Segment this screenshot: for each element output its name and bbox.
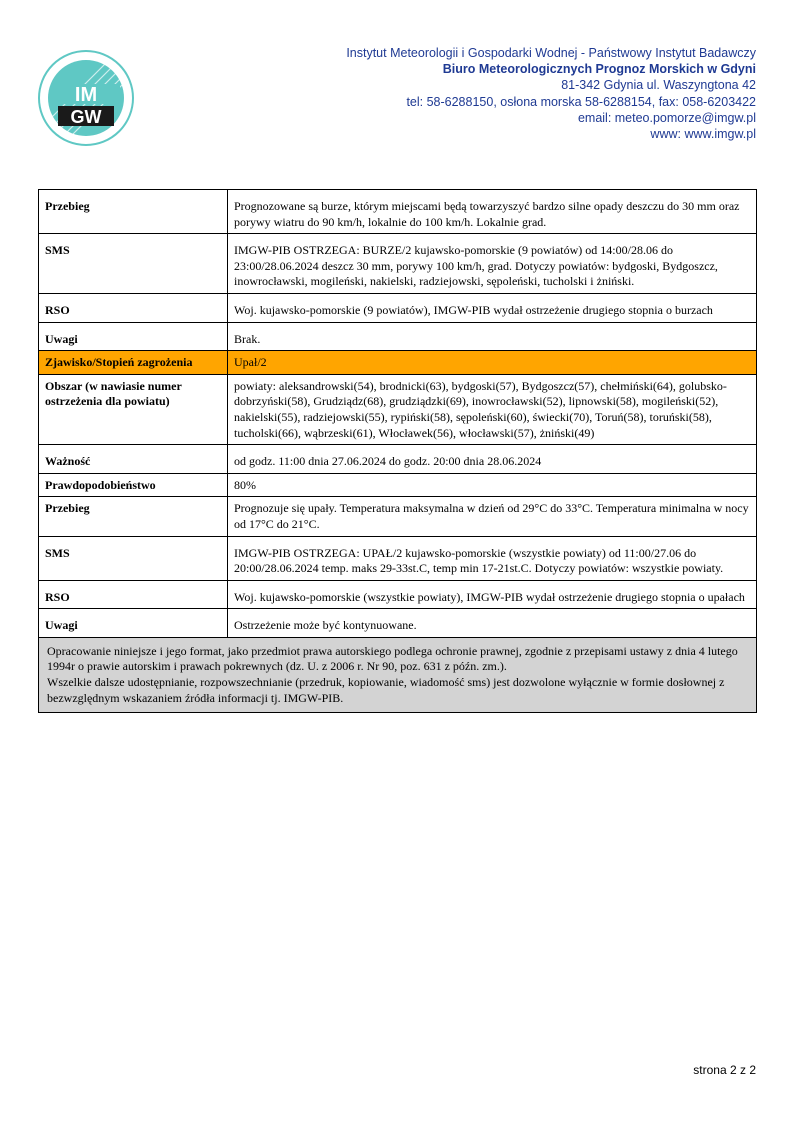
row-value: Brak. bbox=[228, 322, 757, 351]
header-institute-name: Instytut Meteorologii i Gospodarki Wodnej - Państwowy Instytut Badawczy bbox=[346, 46, 756, 60]
header-email: email: meteo.pomorze@imgw.pl bbox=[577, 110, 756, 125]
warning-table bbox=[38, 189, 757, 713]
row-label: Przebieg bbox=[39, 190, 228, 234]
table-row-copyright bbox=[39, 637, 757, 712]
row-value: Ostrzeżenie może być kontynuowane. bbox=[228, 609, 757, 638]
row-value: Prognozuje się upały. Temperatura maksymalna w dzień od 29°C do 33°C. Temperatura minimalna w nocy od 17°C do 21°C. bbox=[228, 497, 757, 536]
logo-text-bottom: GW bbox=[70, 107, 102, 127]
row-label: RSO bbox=[39, 580, 228, 609]
row-value: 80% bbox=[228, 473, 757, 497]
copyright-paragraph-1: Opracowanie niniejsze i jego format, jako przedmiot prawa autorskiego podlega ochronie prawnej, zgodnie z przepisami ustawy z dnia 4 lutego 1994r o prawie autorskim i prawach pokrewnych (dz. U. z 2006 r. Nr 90, poz. 631 z późn. zm.). bbox=[47, 643, 738, 674]
institute-header bbox=[346, 45, 756, 142]
row-value: IMGW-PIB OSTRZEGA: UPAŁ/2 kujawsko-pomorskie (wszystkie powiaty) od 11:00/27.06 do 20:00/28.06.2024 temp. maks 29-33st.C, temp min 17-21st.C. Dotyczy powiatów: wszystkie powiaty. bbox=[228, 536, 757, 580]
row-value: powiaty: aleksandrowski(54), brodnicki(63), bydgoski(57), Bydgoszcz(57), chełmiński(64), golubsko-dobrzyński(58), Grudziądz(68), grudziądzki(69), inowrocławski(52), lipnowski(58), mogileński(52), nakielski(55), radziejowski(55), rypiński(58), sępoleński(60), świecki(70), Toruń(58), toruński(58), tucholski(66), wąbrzeski(61), Włocławek(56), włocławski(57), żniński(49) bbox=[228, 374, 757, 444]
table-row bbox=[39, 234, 757, 294]
table-row bbox=[39, 322, 757, 351]
page-number: strona 2 z 2 bbox=[693, 1063, 756, 1077]
row-label: SMS bbox=[39, 536, 228, 580]
row-label: Prawdopodobieństwo bbox=[39, 473, 228, 497]
header-office-name: Biuro Meteorologicznych Prognoz Morskich w Gdyni bbox=[442, 62, 756, 77]
row-label: SMS bbox=[39, 234, 228, 294]
header-phone: tel: 58-6288150, osłona morska 58-6288154, fax: 058-6203422 bbox=[406, 94, 756, 109]
table-row bbox=[39, 293, 757, 322]
row-label: Zjawisko/Stopień zagrożenia bbox=[39, 351, 228, 375]
header-website: www: www.imgw.pl bbox=[650, 127, 756, 142]
row-label: RSO bbox=[39, 293, 228, 322]
row-value: Upał/2 bbox=[228, 351, 757, 375]
imgw-logo bbox=[36, 48, 136, 148]
table-row bbox=[39, 374, 757, 444]
copyright-paragraph-2: Wszelkie dalsze udostępnianie, rozpowszechnianie (przedruk, kopiowanie, wiadomość sms) jest dozwolone wyłącznie w formie dosłownej z bezwzględnym wskazaniem źródła informacji tj. IMGW-PIB. bbox=[47, 675, 725, 705]
imgw-logo-graphic bbox=[36, 48, 136, 148]
row-label: Uwagi bbox=[39, 609, 228, 638]
table-row bbox=[39, 536, 757, 580]
row-label: Przebieg bbox=[39, 497, 228, 536]
row-label: Obszar (w nawiasie numer ostrzeżenia dla powiatu) bbox=[39, 374, 228, 444]
table-row bbox=[39, 445, 757, 474]
table-row bbox=[39, 473, 757, 497]
header-address: 81-342 Gdynia ul. Waszyngtona 42 bbox=[561, 78, 756, 93]
table-row bbox=[39, 497, 757, 536]
table-row bbox=[39, 190, 757, 234]
copyright-notice bbox=[39, 637, 757, 712]
table-row bbox=[39, 580, 757, 609]
row-value: IMGW-PIB OSTRZEGA: BURZE/2 kujawsko-pomorskie (9 powiatów) od 14:00/28.06 do 23:00/28.06.2024 deszcz 30 mm, porywy 100 km/h, grad. Dotyczy powiatów: bydgoski, Bydgoszcz, inowrocławski, mogileński, nakielski, radziejowski, sępoleński, tucholski i żniński. bbox=[228, 234, 757, 294]
row-value: od godz. 11:00 dnia 27.06.2024 do godz. 20:00 dnia 28.06.2024 bbox=[228, 445, 757, 474]
table-row bbox=[39, 609, 757, 638]
row-value: Prognozowane są burze, którym miejscami będą towarzyszyć bardzo silne opady deszczu do 30 mm oraz porywy wiatru do 90 km/h, lokalnie do 100 km/h. Lokalnie grad. bbox=[228, 190, 757, 234]
row-label: Ważność bbox=[39, 445, 228, 474]
row-value: Woj. kujawsko-pomorskie (wszystkie powiaty), IMGW-PIB wydał ostrzeżenie drugiego stopnia o upałach bbox=[228, 580, 757, 609]
table-row-phenomenon bbox=[39, 351, 757, 375]
row-label: Uwagi bbox=[39, 322, 228, 351]
row-value: Woj. kujawsko-pomorskie (9 powiatów), IMGW-PIB wydał ostrzeżenie drugiego stopnia o burzach bbox=[228, 293, 757, 322]
logo-text-top: IM bbox=[74, 84, 98, 106]
